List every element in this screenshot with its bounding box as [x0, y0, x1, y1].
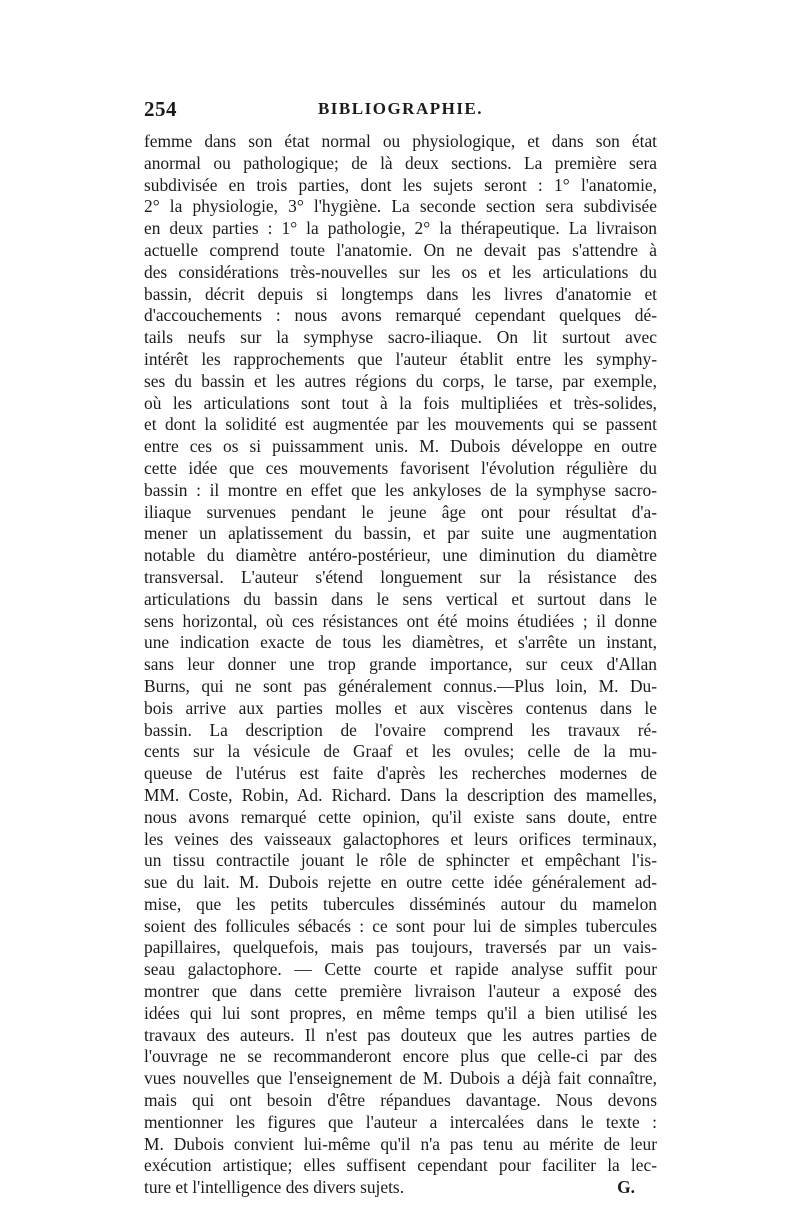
text-line: mais qui ont besoin d'être répandues davantage. Nous devons: [144, 1090, 657, 1111]
text-line: Burns, qui ne sont pas généralement connus.—Plus loin, M. Du-: [144, 675, 657, 696]
text-line: bassin, décrit depuis si longtemps dans les livres d'anatomie et: [144, 283, 657, 304]
text-line: femme dans son état normal ou physiologique, et dans son état: [144, 131, 657, 151]
text-line: où les articulations sont tout à la fois multipliées et très-solides,: [144, 392, 657, 413]
text-line: bassin. La description de l'ovaire comprend les travaux ré-: [144, 719, 657, 740]
text-line: tails neufs sur la symphyse sacro-iliaque. On lit surtout avec: [144, 327, 657, 348]
text-line: sens horizontal, où ces résistances ont été moins étudiées ; il donne: [144, 610, 657, 631]
text-line: des considérations très-nouvelles sur les os et les articulations du: [144, 261, 657, 282]
text-line: cette idée que ces mouvements favorisent l'évolution régulière du: [144, 457, 657, 478]
text-line: d'accouchements : nous avons remarqué cependant quelques dé-: [144, 305, 657, 326]
text-line: cents sur la vésicule de Graaf et les ovules; celle de la mu-: [144, 741, 657, 762]
text-line: bois arrive aux parties molles et aux viscères contenus dans le: [144, 697, 657, 718]
text-line: M. Dubois convient lui-même qu'il n'a pas tenu au mérite de leur: [144, 1133, 657, 1154]
text-line: actuelle comprend toute l'anatomie. On ne devait pas s'attendre à: [144, 239, 657, 260]
text-line: l'ouvrage ne se recommanderont encore plus que celle-ci par des: [144, 1046, 657, 1067]
text-line: bassin : il montre en effet que les ankyloses de la symphyse sacro-: [144, 479, 657, 500]
text-line: sue du lait. M. Dubois rejette en outre cette idée généralement ad-: [144, 872, 657, 893]
text-line: une indication exacte de tous les diamètres, et s'arrête un instant,: [144, 632, 657, 653]
text-line: anormal ou pathologique; de là deux sections. La première sera: [144, 152, 657, 173]
page-number: 254: [144, 97, 177, 121]
text-line: papillaires, quelquefois, mais pas toujours, traversés par un vais-: [144, 937, 657, 958]
text-line: entre ces os si puissamment unis. M. Dubois développe en outre: [144, 436, 657, 457]
text-line: 2° la physiologie, 3° l'hygiène. La seconde section sera subdivisée: [144, 196, 657, 217]
text-line: exécution artistique; elles suffisent cependant pour faciliter la lec-: [144, 1155, 657, 1176]
text-line: soient des follicules sébacés : ce sont pour lui de simples tubercules: [144, 915, 657, 936]
body-text: [144, 131, 657, 1199]
text-line: montrer que dans cette première livraison l'auteur a exposé des: [144, 981, 657, 1002]
text-line: et dont la solidité est augmentée par les mouvements qui se passent: [144, 414, 657, 435]
running-title: BIBLIOGRAPHIE.: [317, 99, 484, 118]
text-line: travaux des auteurs. Il n'est pas douteux que les autres parties de: [144, 1024, 657, 1045]
page-header: [144, 97, 657, 127]
text-line: intérêt les rapprochements que l'auteur établit entre les symphy-: [144, 348, 657, 369]
text-line: mentionner les figures que l'auteur a intercalées dans le texte :: [144, 1111, 657, 1132]
text-line: queuse de l'utérus est faite d'après les recherches modernes de: [144, 763, 657, 784]
text-line: mise, que les petits tubercules disséminés autour du mamelon: [144, 893, 657, 914]
author-signature: G.: [617, 1177, 635, 1198]
text-line: en deux parties : 1° la pathologie, 2° la thérapeutique. La livraison: [144, 218, 657, 239]
text-line: transversal. L'auteur s'étend longuement sur la résistance des: [144, 566, 657, 587]
text-line: les veines des vaisseaux galactophores et leurs orifices terminaux,: [144, 828, 657, 849]
text-line: vues nouvelles que l'enseignement de M. Dubois a déjà fait connaître,: [144, 1068, 657, 1089]
text-line: mener un aplatissement du bassin, et par suite une augmentation: [144, 523, 657, 544]
text-line: iliaque survenues pendant le jeune âge ont pour résultat d'a-: [144, 501, 657, 522]
text-line: nous avons remarqué cette opinion, qu'il existe sans doute, entre: [144, 806, 657, 827]
text-line: subdivisée en trois parties, dont les sujets seront : 1° l'anatomie,: [144, 174, 657, 195]
text-line: seau galactophore. — Cette courte et rapide analyse suffit pour: [144, 959, 657, 980]
text-line: un tissu contractile jouant le rôle de sphincter et empêchant l'is-: [144, 850, 657, 871]
text-line: notable du diamètre antéro-postérieur, une diminution du diamètre: [144, 545, 657, 566]
text-line: MM. Coste, Robin, Ad. Richard. Dans la description des mamelles,: [144, 784, 657, 805]
text-line: articulations du bassin dans le sens vertical et surtout dans le: [144, 588, 657, 609]
text-line: ture et l'intelligence des divers sujets. G.: [144, 1177, 635, 1198]
text-line: ses du bassin et les autres régions du corps, le tarse, par exemple,: [144, 370, 657, 391]
text-line: idées qui lui sont propres, en même temps qu'il a bien utilisé les: [144, 1002, 657, 1023]
text-line: sans leur donner une trop grande importance, sur ceux d'Allan: [144, 654, 657, 675]
